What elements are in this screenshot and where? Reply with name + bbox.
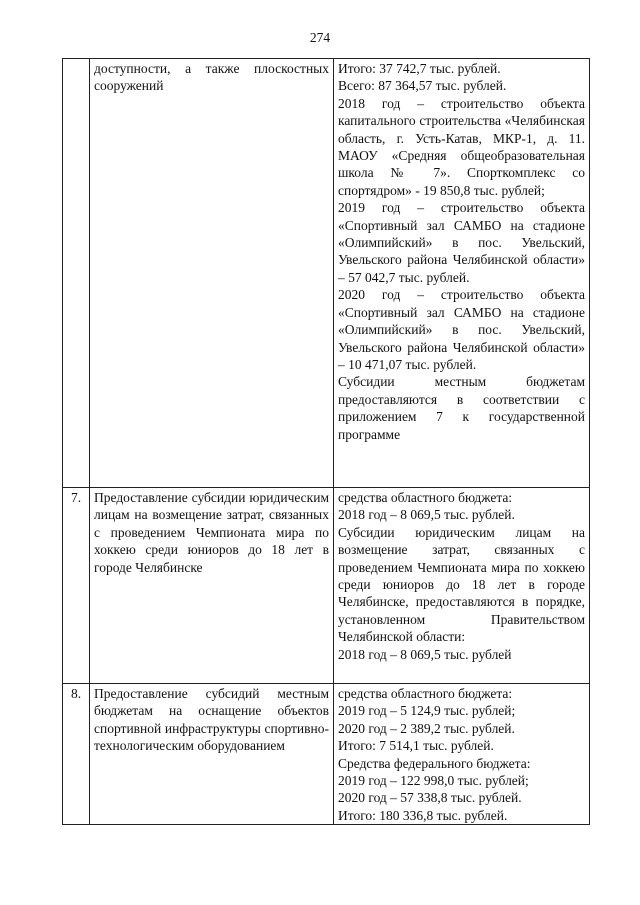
financing-line: Итого: 180 336,8 тыс. рублей. <box>338 807 508 823</box>
row-number-cell <box>63 684 90 825</box>
financing-line: Итого: 7 514,1 тыс. рублей. <box>338 738 494 754</box>
financing-line: Всего: 87 364,57 тыс. рублей. <box>338 78 507 94</box>
measure-description: Предоставление субсидий местным бюджетам на оснащение объектов спортивной инфраструктуры спортивно-технологическим оборудованием <box>94 686 329 754</box>
financing-line: средства областного бюджета: <box>338 686 513 701</box>
financing-line: 2020 год – 2 389,2 тыс. рублей. <box>338 720 515 736</box>
measure-description-cell <box>90 684 334 825</box>
row-number: 7. <box>70 490 82 505</box>
financing-cell <box>334 488 590 684</box>
financing-cell <box>334 684 590 825</box>
program-table <box>62 58 590 825</box>
page-number: 274 <box>309 30 331 45</box>
measure-description: Предоставление субсидии юридическим лицам на возмещение затрат, связанных с проведением Чемпионата мира по хоккею среди юниоров до 18 лет в городе Челябинске <box>94 490 329 575</box>
measure-description-cell <box>90 488 334 684</box>
row-number-cell <box>63 488 90 684</box>
measure-description-cell <box>90 59 334 488</box>
measure-description: доступности, а также плоскостных сооружений <box>94 61 329 94</box>
financing-line: Итого: 37 742,7 тыс. рублей. <box>338 61 501 76</box>
financing-line: 2019 год – 122 998,0 тыс. рублей; <box>338 773 529 789</box>
financing-line: средства областного бюджета: <box>338 490 513 505</box>
financing-line: 2018 год – 8 069,5 тыс. рублей <box>338 646 512 662</box>
financing-cell <box>334 59 590 488</box>
financing-line: 2018 год – строительство объекта капитального строительства «Челябинская область, г. Усть-Катав, МКР-1, д. 11. МАОУ «Средняя общеобразовательная школа № 7». Спорткомплекс со спортядром» - 19 850,8 тыс. рублей; <box>338 95 585 198</box>
financing-line: 2020 год – 57 338,8 тыс. рублей. <box>338 790 522 806</box>
financing-line: 2019 год – строительство объекта «Спортивный зал САМБО на стадионе «Олимпийский» в пос. Увельский, Увельского района Челябинской области» – 57 042,7 тыс. рублей. <box>338 200 585 285</box>
row-number: 8. <box>70 686 82 701</box>
row-number-cell <box>63 59 90 488</box>
table-row <box>63 59 590 488</box>
financing-line: Субсидии юридическим лицам на возмещение затрат, связанных с проведением Чемпионата мира по хоккею среди юниоров до 18 лет в городе Челябинске, предоставляются в порядке, установленном Правительством Челябинской области: <box>338 524 585 645</box>
financing-line: 2018 год – 8 069,5 тыс. рублей. <box>338 507 515 523</box>
table-row <box>63 684 590 825</box>
financing-line: Субсидии местным бюджетам предоставляются в соответствии с приложением 7 к государственной программе <box>338 374 585 442</box>
financing-line: 2020 год – строительство объекта «Спортивный зал САМБО на стадионе «Олимпийский» в пос. Увельский, Увельского района Челябинской области» – 10 471,07 тыс. рублей. <box>338 287 585 372</box>
table-row <box>63 488 590 684</box>
financing-line: 2019 год – 5 124,9 тыс. рублей; <box>338 703 516 719</box>
financing-line: Средства федерального бюджета: <box>338 755 531 771</box>
